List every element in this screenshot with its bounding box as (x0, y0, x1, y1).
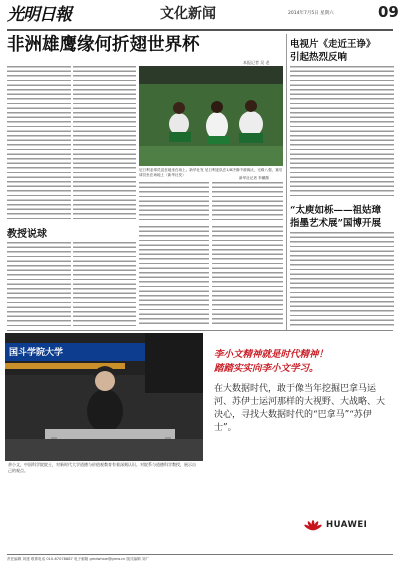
newspaper-logo: 光明日報 (7, 5, 71, 25)
second-column-1 (7, 242, 71, 327)
soccer-players-image (139, 66, 283, 166)
lead-photo (139, 66, 283, 166)
footer-rule (7, 554, 393, 555)
lead-column-3 (139, 182, 209, 222)
bottom-photo (5, 333, 203, 461)
lead-column-4 (212, 182, 283, 222)
ad-brand: HUAWEI (326, 520, 368, 530)
right-story-1-headline-line1: 电视片《走近王诤》 (290, 39, 376, 50)
huawei-logo-icon (303, 519, 323, 538)
bottom-photo-overlay-text: 国斗学院大学 (9, 348, 64, 358)
ad-title-line2: 踏踏实实向李小文学习。 (214, 362, 319, 374)
second-column-3 (139, 226, 209, 327)
right-story-1-headline (290, 38, 394, 64)
second-column-4 (212, 226, 283, 327)
right-story-1-body (290, 66, 394, 198)
second-column-2 (73, 242, 136, 327)
section-title: 文化新闻 (160, 6, 216, 22)
right-story-2-headline-line1: “太庾如栎——祖姑璋 (290, 205, 381, 216)
lead-column-1 (7, 66, 71, 222)
ad-body: 在大数据时代，敢于像当年挖掘巴拿马运河、苏伊士运河那样的大视野、大战略、大决心，寻找大数据时代的“巴拿马”“苏伊士”。 (214, 384, 386, 433)
lead-headline: 非洲雄鹰缘何折翅世界杯 (7, 35, 200, 55)
ad-title-line1: 李小文精神就是时代精神！ (214, 349, 329, 360)
second-headline: 教授说球 (7, 229, 47, 240)
masthead-rule (7, 29, 393, 31)
right-story-2-headline (290, 204, 394, 230)
ad-title (214, 348, 394, 375)
section-rule (7, 330, 393, 331)
lead-byline: 本报记者 吴 老 (243, 60, 270, 65)
right-story-2-headline-line2: 指墨艺术展”国博开展 (290, 218, 381, 229)
page-footer: 责任编辑 刘建 联系电话 010-67078887 电子邮箱 gmdwhxw@gmw.cn 版式编辑 刘广 (7, 557, 150, 561)
lead-photo-credit: 新华社记者 李鹏摄 (239, 176, 269, 180)
lead-column-2 (73, 66, 136, 222)
page-number: 09 (378, 3, 399, 21)
right-story-1-headline-line2: 引起热烈反响 (290, 52, 348, 63)
lead-photo-caption: 尼日利亚球员沮丧地坐在场上。新华社发 尼日利亚队在1/8决赛中被淘汰，无缘八强，赛后球员坐在场地上（新华社发） (139, 168, 283, 177)
column-divider (286, 34, 287, 330)
bottom-photo-caption: 余小文，中国科学院院士，对新时代大学道德与价值观教育有着深刻认识。对院系与道德科学教授，展示自己的观点。 (8, 462, 196, 473)
issue-date: 2014年7月5日 星期六 (288, 11, 334, 16)
right-story-2-body (290, 232, 394, 328)
